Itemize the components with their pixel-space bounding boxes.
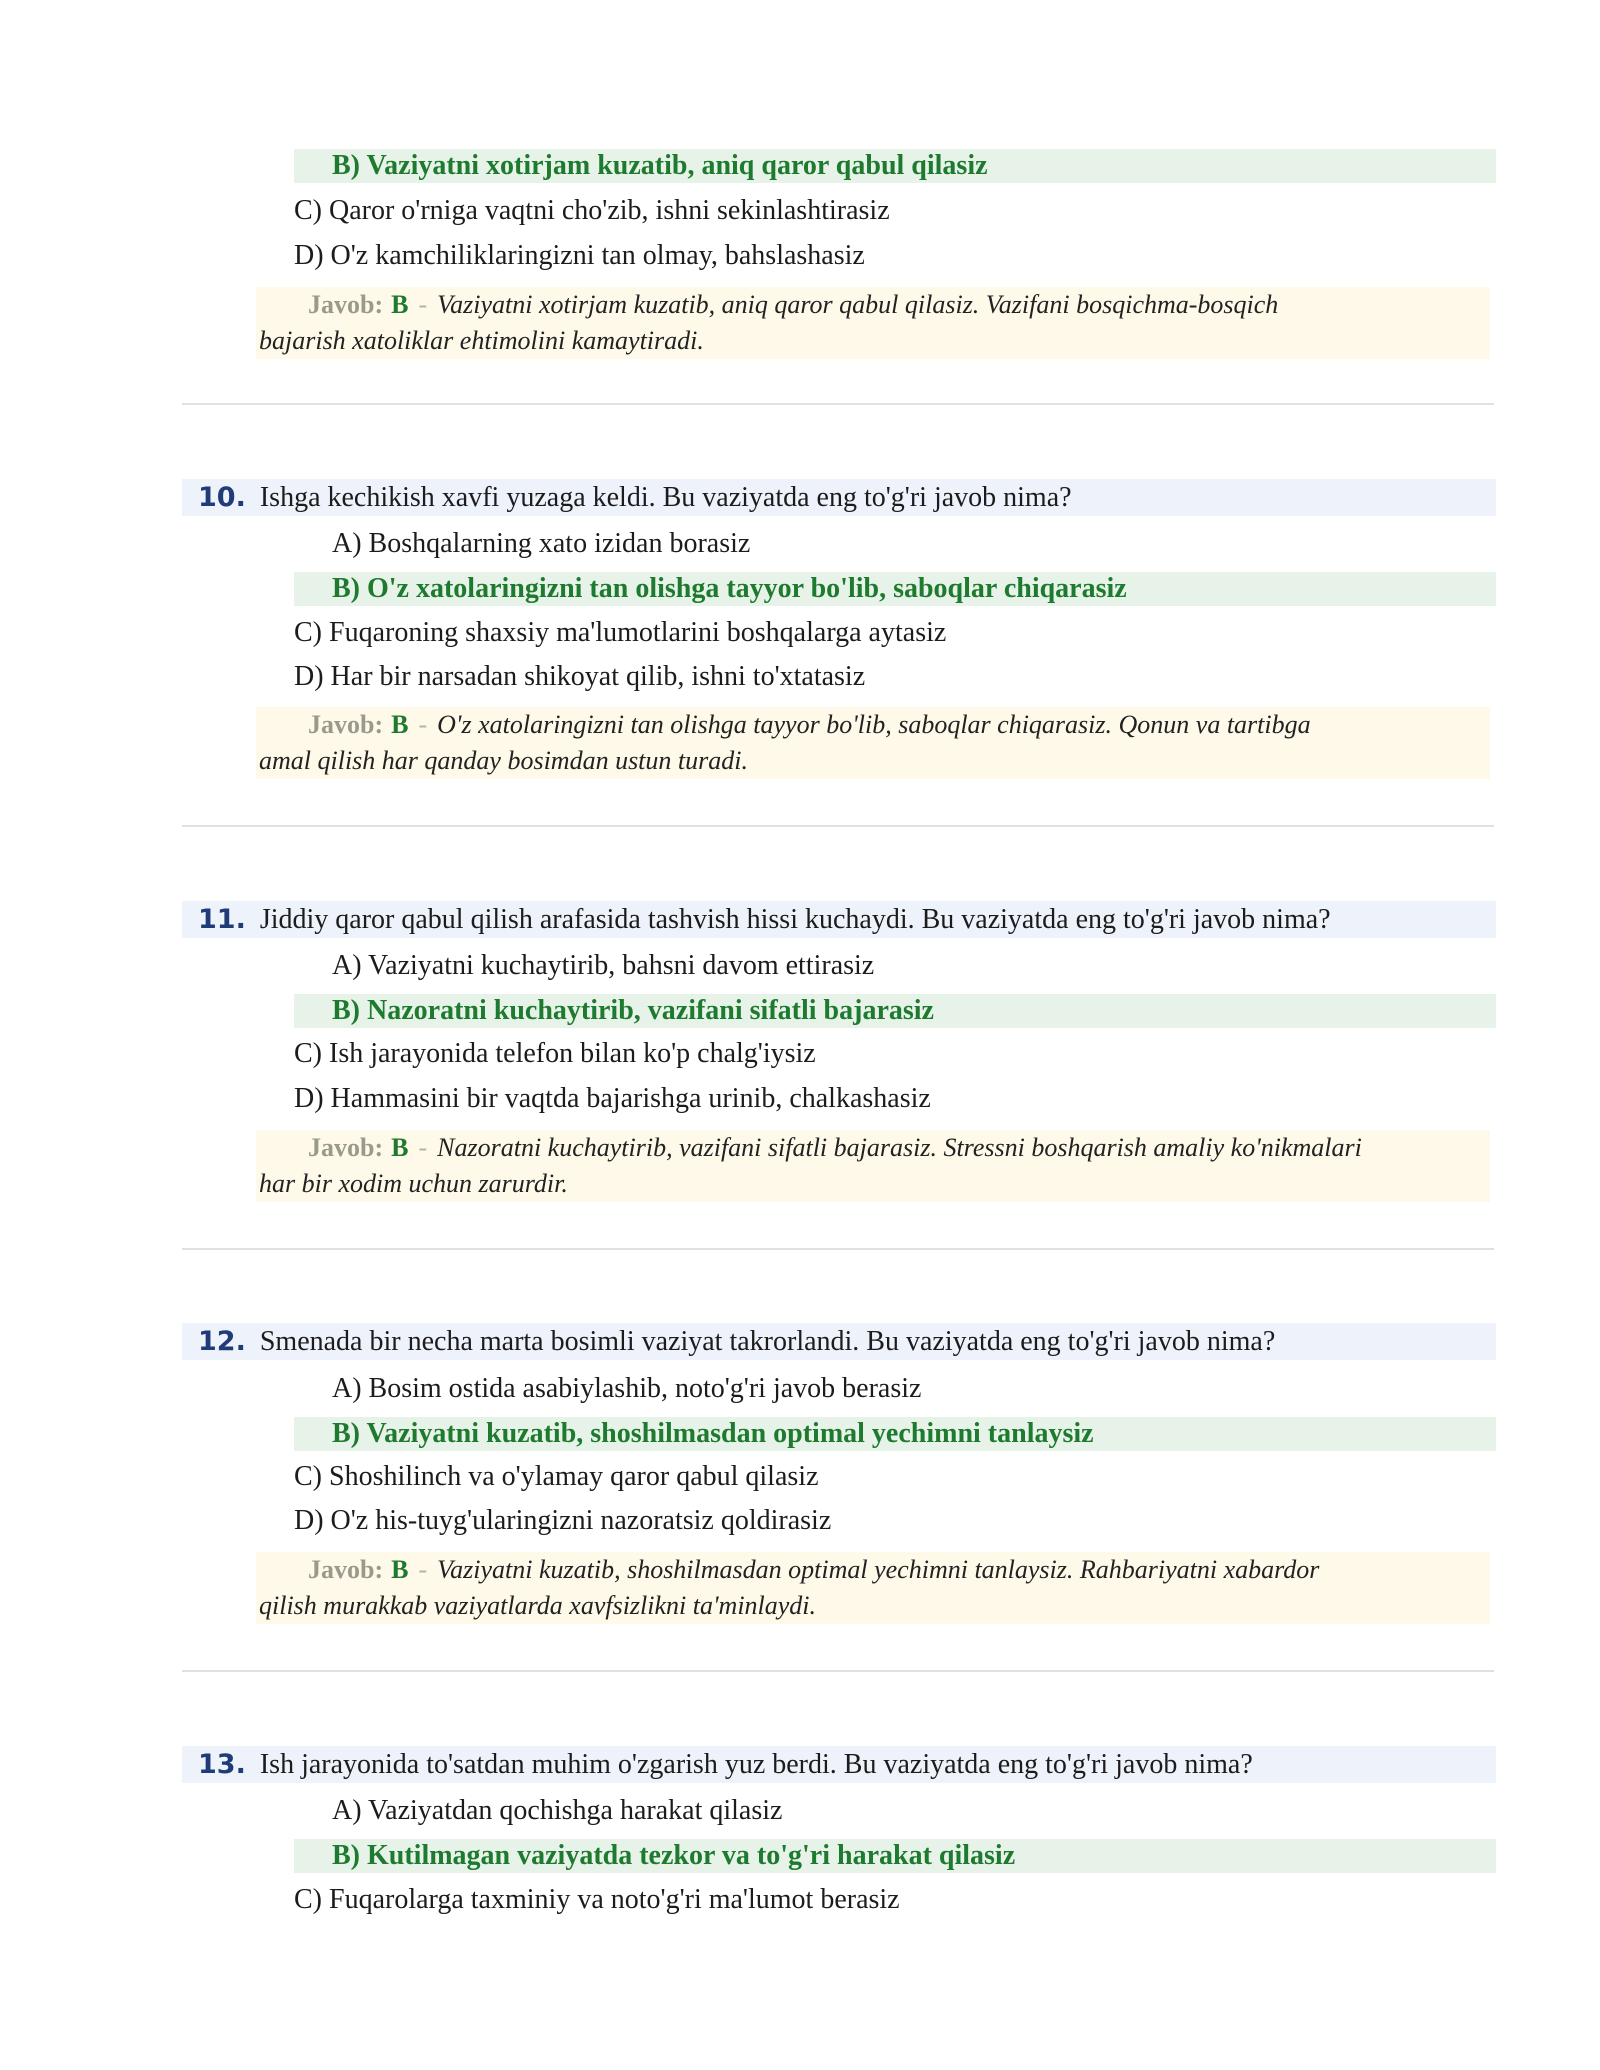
separator xyxy=(182,1670,1494,1672)
answer-explanation-line1: O'z xatolaringizni tan olishga tayyor bo'lib, saboqlar chiqarasiz. Qonun va tartibga xyxy=(437,710,1311,739)
answer-letter: B xyxy=(391,1555,409,1584)
answer-dash: - xyxy=(418,1133,428,1162)
answer-label: Javob: xyxy=(308,710,384,739)
answer-dash: - xyxy=(418,1555,428,1584)
option-b-correct: B) Nazoratni kuchaytirib, vazifani sifatli bajarasiz xyxy=(294,994,1496,1028)
option-a: A) Bosim ostida asabiylashib, noto'g'ri javob berasiz xyxy=(332,1373,922,1404)
answer-label: Javob: xyxy=(308,290,384,319)
question-text: Smenada bir necha marta bosimli vaziyat takrorlandi. Bu vaziyatda eng to'g'ri javob nima? xyxy=(259,1326,1276,1357)
answer-explanation-line1: Vaziyatni xotirjam kuzatib, aniq qaror qabul qilasiz. Vazifani bosqichma-bosqich xyxy=(437,290,1279,319)
option-d: D) Hammasini bir vaqtda bajarishga urinib, chalkashasiz xyxy=(294,1083,931,1114)
answer-letter: B xyxy=(391,290,409,319)
option-d: D) O'z kamchiliklaringizni tan olmay, bahslashasiz xyxy=(294,240,865,271)
answer-letter: B xyxy=(391,1133,409,1162)
question-header-11 xyxy=(182,901,1496,938)
option-d: D) Har bir narsadan shikoyat qilib, ishni to'xtatasiz xyxy=(294,661,866,692)
answer-dash: - xyxy=(418,710,428,739)
question-number: 11. xyxy=(198,904,246,935)
option-a: A) Boshqalarning xato izidan borasiz xyxy=(332,528,751,559)
question-text: Jiddiy qaror qabul qilish arafasida tashvish hissi kuchaydi. Bu vaziyatda eng to'g'ri javob nima? xyxy=(259,904,1331,935)
option-c: C) Fuqaroning shaxsiy ma'lumotlarini boshqalarga aytasiz xyxy=(294,617,947,648)
option-b-correct: B) Vaziyatni xotirjam kuzatib, aniq qaror qabul qilasiz xyxy=(294,149,1496,183)
answer-dash: - xyxy=(418,290,428,319)
separator xyxy=(182,1248,1494,1250)
answer-box xyxy=(256,707,1490,779)
option-c: C) Ish jarayonida telefon bilan ko'p chalg'iysiz xyxy=(294,1038,816,1069)
separator xyxy=(182,403,1494,405)
option-b-correct: B) Vaziyatni kuzatib, shoshilmasdan optimal yechimni tanlaysiz xyxy=(294,1417,1496,1451)
option-a: A) Vaziyatdan qochishga harakat qilasiz xyxy=(332,1795,783,1826)
answer-explanation-line1: Nazoratni kuchaytirib, vazifani sifatli bajarasiz. Stressni boshqarish amaliy ko'nikmalari xyxy=(437,1133,1362,1162)
option-c: C) Shoshilinch va o'ylamay qaror qabul qilasiz xyxy=(294,1461,819,1492)
option-c: C) Qaror o'rniga vaqtni cho'zib, ishni sekinlashtirasiz xyxy=(294,195,890,226)
answer-box xyxy=(256,287,1490,359)
option-c: C) Fuqarolarga taxminiy va noto'g'ri ma'lumot berasiz xyxy=(294,1884,900,1915)
question-number: 10. xyxy=(198,482,246,513)
question-number: 13. xyxy=(198,1749,246,1780)
option-b-correct: B) O'z xatolaringizni tan olishga tayyor bo'lib, saboqlar chiqarasiz xyxy=(294,572,1496,606)
question-text: Ishga kechikish xavfi yuzaga keldi. Bu vaziyatda eng to'g'ri javob nima? xyxy=(259,482,1072,513)
answer-box xyxy=(256,1130,1490,1202)
answer-label: Javob: xyxy=(308,1555,384,1584)
answer-letter: B xyxy=(391,710,409,739)
question-header-13 xyxy=(182,1746,1496,1783)
option-a: A) Vaziyatni kuchaytirib, bahsni davom ettirasiz xyxy=(332,950,875,981)
separator xyxy=(182,825,1494,827)
answer-explanation-line1: Vaziyatni kuzatib, shoshilmasdan optimal yechimni tanlaysiz. Rahbariyatni xabardor xyxy=(437,1555,1320,1584)
option-b-correct: B) Kutilmagan vaziyatda tezkor va to'g'ri harakat qilasiz xyxy=(294,1839,1496,1873)
option-d: D) O'z his-tuyg'ularingizni nazoratsiz qoldirasiz xyxy=(294,1505,832,1536)
question-text: Ish jarayonida to'satdan muhim o'zgarish yuz berdi. Bu vaziyatda eng to'g'ri javob nima? xyxy=(259,1749,1253,1780)
answer-explanation-line2: har bir xodim uchun zarurdir. xyxy=(259,1169,568,1198)
answer-explanation-line2: amal qilish har qanday bosimdan ustun turadi. xyxy=(259,746,748,775)
question-header-12 xyxy=(182,1323,1496,1360)
answer-explanation-line2: bajarish xatoliklar ehtimolini kamaytiradi. xyxy=(259,326,704,355)
answer-box xyxy=(256,1552,1490,1624)
question-header-10 xyxy=(182,479,1496,516)
question-number: 12. xyxy=(198,1326,246,1357)
answer-explanation-line2: qilish murakkab vaziyatlarda xavfsizlikni ta'minlaydi. xyxy=(259,1591,817,1620)
answer-label: Javob: xyxy=(308,1133,384,1162)
